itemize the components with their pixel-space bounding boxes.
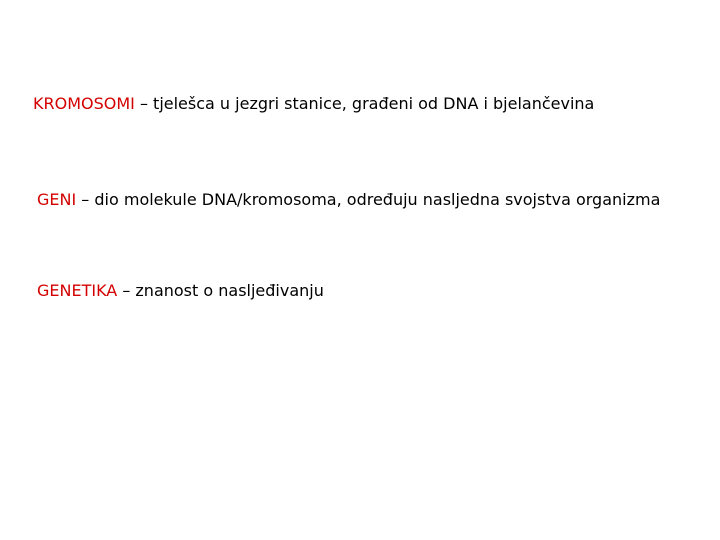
definition-geni — [37, 190, 660, 210]
definition-kromosomi — [33, 94, 594, 114]
definition-text-geni: – dio molekule DNA/kromosoma, određuju nasljedna svojstva organizma — [76, 190, 661, 209]
definition-genetika — [37, 281, 324, 301]
term-geni: GENI — [37, 190, 77, 209]
definition-text-kromosomi: – tjelešca u jezgri stanice, građeni od DNA i bjelančevina — [134, 94, 595, 113]
definition-text-genetika: – znanost o nasljeđivanju — [117, 281, 324, 300]
term-genetika: GENETIKA — [37, 281, 118, 300]
term-kromosomi: KROMOSOMI — [33, 94, 135, 113]
